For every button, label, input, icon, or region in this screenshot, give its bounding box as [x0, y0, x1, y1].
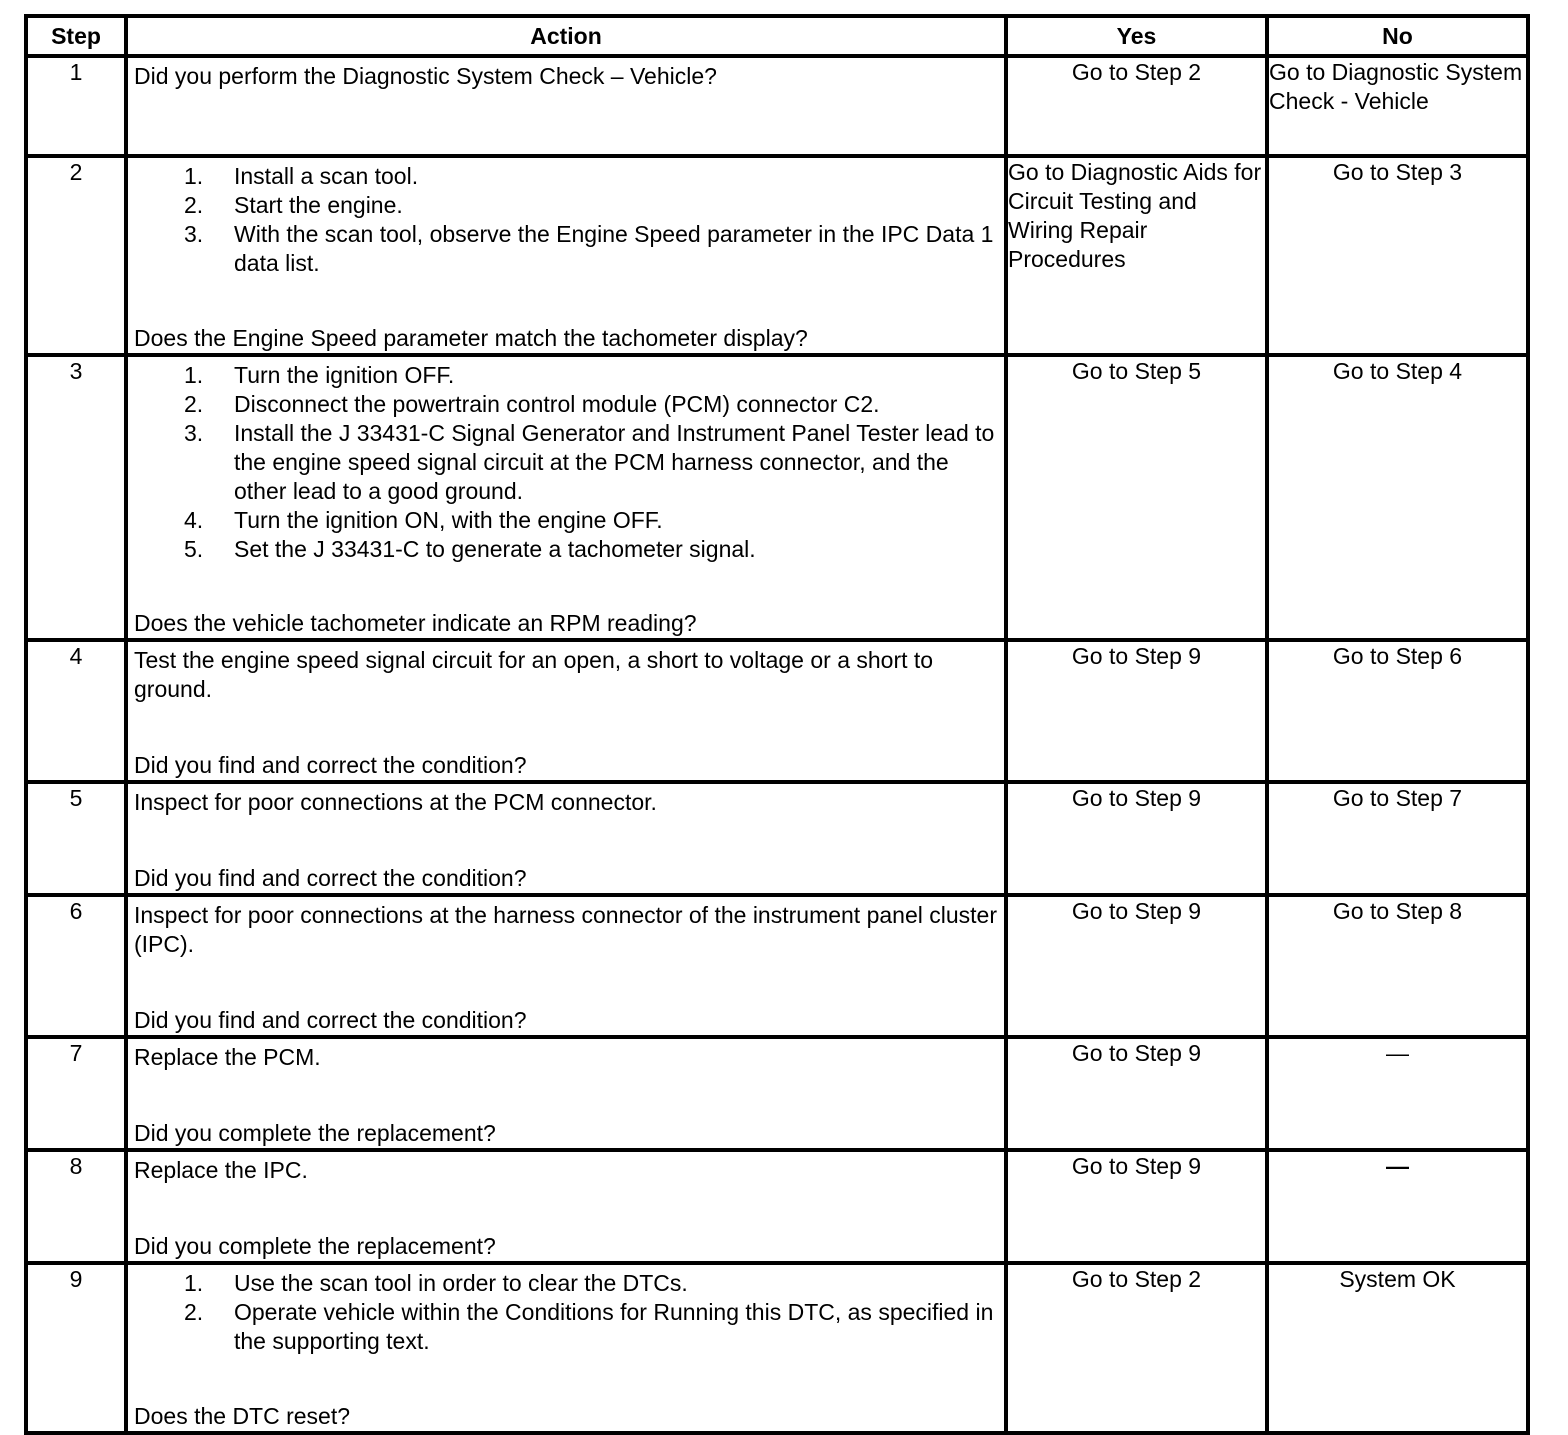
yes-cell: Go to Step 9: [1006, 640, 1267, 782]
header-step: Step: [26, 16, 126, 56]
no-cell: Go to Step 4: [1267, 355, 1528, 640]
step-number: 6: [26, 895, 126, 1037]
header-yes: Yes: [1006, 16, 1267, 56]
yes-cell: Go to Step 2: [1006, 56, 1267, 156]
list-item: 2. Disconnect the powertrain control module (PCM) connector C2.: [184, 391, 880, 417]
no-cell: System OK: [1267, 1263, 1528, 1433]
header-no: No: [1267, 16, 1528, 56]
list-item: 2. Start the engine.: [184, 192, 403, 218]
yes-cell: Go to Step 5: [1006, 355, 1267, 640]
table-row: [26, 1037, 1528, 1150]
yes-cell: Go to Step 2: [1006, 1263, 1267, 1433]
step-number: 8: [26, 1150, 126, 1263]
action-text: Did you perform the Diagnostic System Check – Vehicle?: [134, 63, 717, 89]
step-number: 2: [26, 156, 126, 355]
action-cell: [126, 782, 1006, 895]
step-number: 5: [26, 782, 126, 895]
step-number: 4: [26, 640, 126, 782]
list-item: 1. Turn the ignition OFF.: [184, 362, 455, 388]
yes-cell: Go to Step 9: [1006, 895, 1267, 1037]
action-text: Replace the IPC.: [134, 1157, 308, 1183]
list-item: 4. Turn the ignition ON, with the engine OFF.: [184, 507, 663, 533]
no-cell: Go to Step 7: [1267, 782, 1528, 895]
table-row: [26, 355, 1528, 640]
header-row: [26, 16, 1528, 56]
action-cell: [126, 1263, 1006, 1433]
list-item: 3. With the scan tool, observe the Engine Speed parameter in the IPC Data 1 data list.: [184, 221, 994, 276]
no-cell: Go to Step 8: [1267, 895, 1528, 1037]
step-number: 9: [26, 1263, 126, 1433]
yes-cell: Go to Step 9: [1006, 1037, 1267, 1150]
action-question: Did you complete the replacement?: [134, 1233, 496, 1259]
table-row: [26, 1150, 1528, 1263]
action-question: Does the vehicle tachometer indicate an RPM reading?: [134, 610, 697, 636]
table-row: [26, 56, 1528, 156]
action-question: Did you find and correct the condition?: [134, 865, 527, 891]
no-cell: —: [1267, 1037, 1528, 1150]
action-question: Does the DTC reset?: [134, 1403, 351, 1429]
step-number: 3: [26, 355, 126, 640]
action-question: Does the Engine Speed parameter match the tachometer display?: [134, 325, 808, 351]
action-text: Inspect for poor connections at the PCM connector.: [134, 789, 657, 815]
yes-cell: Go to Step 9: [1006, 1150, 1267, 1263]
table-row: [26, 156, 1528, 355]
action-steps: [134, 162, 998, 278]
action-question: Did you find and correct the condition?: [134, 1007, 527, 1033]
diagnostic-table: [24, 14, 1530, 1435]
list-item: 2. Operate vehicle within the Conditions for Running this DTC, as specified in the supporting text.: [184, 1299, 994, 1354]
action-cell: [126, 1150, 1006, 1263]
yes-cell: Go to Diagnostic Aids for Circuit Testing and Wiring Repair Procedures: [1006, 156, 1267, 355]
action-cell: [126, 895, 1006, 1037]
action-question: Did you complete the replacement?: [134, 1120, 496, 1146]
table-row: [26, 782, 1528, 895]
action-cell: [126, 56, 1006, 156]
list-item: 1. Install a scan tool.: [184, 163, 419, 189]
list-item: 3. Install the J 33431-C Signal Generator and Instrument Panel Tester lead to the engine speed signal circuit at the PCM harness connector, and the other lead to a good ground.: [184, 420, 995, 504]
action-text: Test the engine speed signal circuit for an open, a short to voltage or a short to ground.: [134, 647, 934, 702]
action-text: Inspect for poor connections at the harness connector of the instrument panel cluster (IPC).: [134, 902, 997, 957]
step-number: 1: [26, 56, 126, 156]
action-steps: [134, 1269, 998, 1356]
list-item: 1. Use the scan tool in order to clear the DTCs.: [184, 1270, 688, 1296]
action-text: Replace the PCM.: [134, 1044, 321, 1070]
table-row: [26, 1263, 1528, 1433]
header-action: Action: [126, 16, 1006, 56]
action-cell: [126, 156, 1006, 355]
no-cell: Go to Step 3: [1267, 156, 1528, 355]
no-cell: Go to Diagnostic System Check - Vehicle: [1267, 56, 1528, 156]
action-cell: [126, 355, 1006, 640]
list-item: 5. Set the J 33431-C to generate a tachometer signal.: [184, 536, 756, 562]
action-cell: [126, 640, 1006, 782]
no-cell: Go to Step 6: [1267, 640, 1528, 782]
action-question: Did you find and correct the condition?: [134, 752, 527, 778]
yes-cell: Go to Step 9: [1006, 782, 1267, 895]
no-cell: —: [1267, 1150, 1528, 1263]
table-row: [26, 895, 1528, 1037]
step-number: 7: [26, 1037, 126, 1150]
action-steps: [134, 361, 998, 564]
action-cell: [126, 1037, 1006, 1150]
table-row: [26, 640, 1528, 782]
